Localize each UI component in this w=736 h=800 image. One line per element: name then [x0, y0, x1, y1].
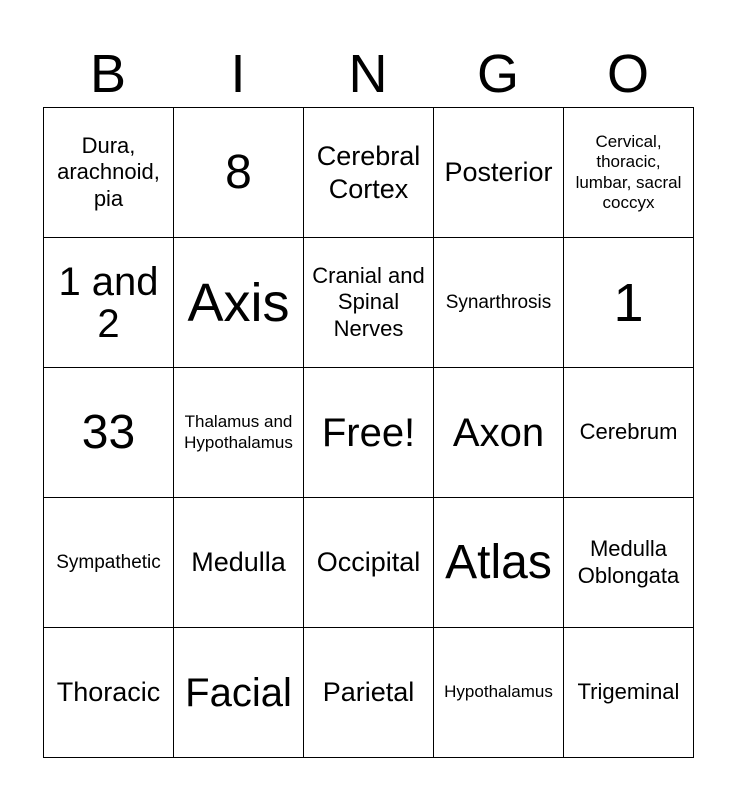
cell-text: Cervical, thoracic, lumbar, sacral coccyx: [575, 131, 682, 212]
bingo-cell[interactable]: [43, 107, 174, 238]
bingo-cell[interactable]: [563, 497, 694, 628]
cell-text: Thoracic: [56, 677, 161, 708]
cell-text: Posterior: [444, 157, 553, 188]
bingo-cell[interactable]: [433, 237, 564, 368]
bingo-cell[interactable]: [43, 367, 174, 498]
bingo-cell[interactable]: [43, 627, 174, 758]
free-space-cell[interactable]: [303, 367, 434, 498]
header-letter-g: G: [476, 44, 519, 104]
bingo-cell[interactable]: [173, 237, 304, 368]
bingo-cell[interactable]: [433, 497, 564, 628]
bingo-cell[interactable]: [433, 367, 564, 498]
bingo-cell[interactable]: [303, 627, 434, 758]
bingo-board: [43, 107, 693, 757]
cell-text: Sympathetic: [56, 551, 161, 573]
bingo-cell[interactable]: [173, 367, 304, 498]
cell-text: Synarthrosis: [445, 291, 552, 313]
bingo-cell[interactable]: [43, 497, 174, 628]
header-letter-n: N: [348, 44, 388, 104]
cell-text: Free!: [321, 410, 416, 455]
cell-text: 1: [613, 272, 644, 333]
cell-text: Hypothalamus: [444, 682, 553, 702]
bingo-cell[interactable]: [303, 497, 434, 628]
bingo-cell[interactable]: [303, 107, 434, 238]
cell-text: 33: [81, 405, 136, 459]
bingo-header: [43, 40, 693, 108]
bingo-cell[interactable]: [303, 237, 434, 368]
cell-text: Cerebrum: [579, 419, 678, 445]
cell-text: Atlas: [445, 535, 552, 589]
cell-text: Axis: [187, 272, 290, 333]
bingo-cell[interactable]: [433, 107, 564, 238]
header-letter-o: O: [606, 44, 649, 104]
bingo-cell[interactable]: [173, 627, 304, 758]
header-letter-b: B: [89, 44, 127, 104]
bingo-cell[interactable]: [43, 237, 174, 368]
cell-text: 8: [225, 145, 252, 199]
cell-text: Cranial and Spinal Nerves: [312, 262, 425, 341]
cell-text: Medulla Oblongata: [577, 536, 680, 588]
bingo-cell[interactable]: [563, 107, 694, 238]
bingo-cell[interactable]: [173, 107, 304, 238]
cell-text: Occipital: [316, 547, 421, 578]
cell-text: Thalamus and Hypothalamus: [184, 412, 293, 452]
cell-text: Parietal: [322, 677, 415, 708]
bingo-cell[interactable]: [433, 627, 564, 758]
cell-text: Facial: [185, 670, 292, 715]
cell-text: Dura, arachnoid, pia: [57, 132, 160, 211]
header-letter-i: I: [230, 44, 246, 104]
bingo-cell[interactable]: [173, 497, 304, 628]
cell-text: Trigeminal: [577, 679, 680, 705]
cell-text: Cerebral Cortex: [316, 141, 421, 204]
bingo-cell[interactable]: [563, 367, 694, 498]
cell-text: Medulla: [191, 547, 286, 578]
cell-text: Axon: [452, 410, 545, 455]
bingo-cell[interactable]: [563, 627, 694, 758]
cell-text: 1 and 2: [58, 259, 159, 346]
bingo-cell[interactable]: [563, 237, 694, 368]
